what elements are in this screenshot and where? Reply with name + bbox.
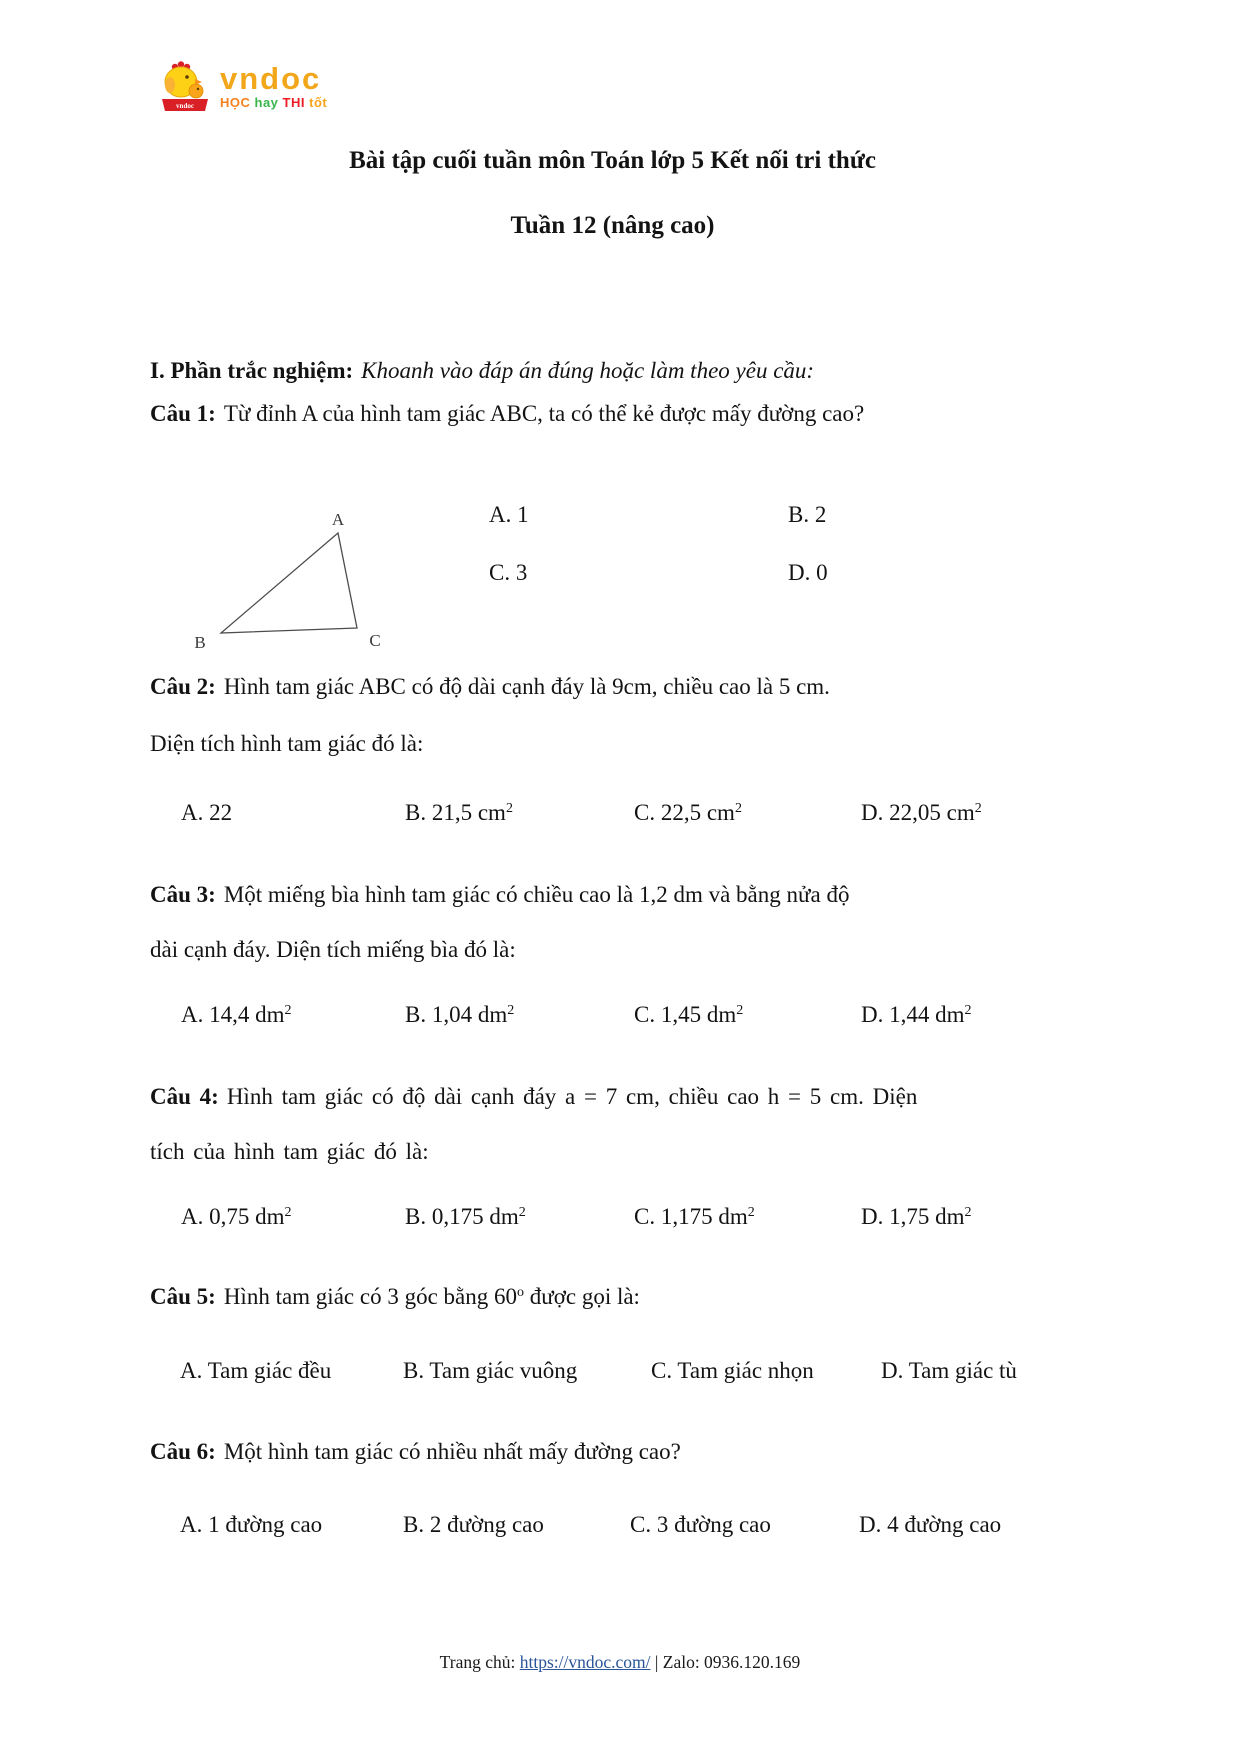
question-4-body-line1: Hình tam giác có độ dài cạnh đáy a = 7 cm, chiều cao h = 5 cm. Diện [226, 1084, 918, 1109]
q4-option-a [181, 1202, 405, 1232]
q3-option-d [861, 1000, 972, 1030]
question-4-text-line1 [150, 1082, 917, 1112]
question-2-body-line1: Hình tam giác ABC có độ dài cạnh đáy là 9cm, chiều cao là 5 cm. [223, 674, 830, 699]
q6-option-a: A. 1 đường cao [180, 1512, 323, 1537]
q3-option-c [634, 1000, 861, 1030]
q3-option-a-text: A. 14,4 dm [181, 1002, 285, 1027]
question-4-label: Câu 4: [150, 1084, 219, 1109]
q2-option-c [634, 798, 861, 828]
q4-option-d-text: D. 1,75 dm [861, 1204, 965, 1229]
vndoc-logo [158, 60, 327, 114]
q1-option-d: D. 0 [788, 560, 828, 585]
q2-option-d [861, 798, 982, 828]
q4-option-b [405, 1202, 634, 1232]
q2-option-b [405, 798, 634, 828]
vertex-a-label: A [331, 510, 345, 529]
q4-option-a-text: A. 0,75 dm [181, 1204, 285, 1229]
q4-option-b-sup: 2 [518, 1205, 526, 1220]
q3-option-a-sup: 2 [284, 1003, 292, 1018]
question-1-label: Câu 1: [150, 401, 216, 426]
q2-option-c-text: C. 22,5 cm [634, 800, 735, 825]
question-2-text-line2: Diện tích hình tam giác đó là: [150, 731, 424, 756]
question-5-degree-sup: o [516, 1285, 524, 1300]
page-title: Bài tập cuối tuần môn Toán lớp 5 Kết nối tri thức [349, 147, 876, 174]
q4-option-d-sup: 2 [964, 1205, 972, 1220]
footer-prefix: Trang chủ: [439, 1652, 520, 1672]
question-2-text-line1 [150, 672, 830, 702]
q6-option-c: C. 3 đường cao [630, 1512, 771, 1537]
question-2-label: Câu 2: [150, 674, 216, 699]
section-1-title: I. Phần trắc nghiệm: [150, 358, 354, 383]
question-3-label: Câu 3: [150, 882, 216, 907]
footer-zalo: | Zalo: 0936.120.169 [650, 1652, 801, 1672]
q3-option-b-text: B. 1,04 dm [405, 1002, 508, 1027]
q2-options-row [150, 798, 982, 828]
q4-option-a-sup: 2 [284, 1205, 292, 1220]
question-3-text-line1 [150, 880, 849, 910]
tagline-hay: hay [254, 95, 279, 110]
vndoc-tagline [220, 95, 327, 110]
question-1-text [150, 399, 864, 429]
q2-option-a-text: A. 22 [181, 800, 233, 825]
q5-option-a: A. Tam giác đều [180, 1358, 332, 1383]
question-6-label: Câu 6: [150, 1439, 216, 1464]
q4-option-d [861, 1202, 972, 1232]
q3-option-b [405, 1000, 634, 1030]
homepage-link[interactable]: https://vndoc.com/ [519, 1652, 651, 1672]
q2-option-b-sup: 2 [505, 801, 513, 816]
q3-option-b-sup: 2 [507, 1003, 515, 1018]
triangle-abc-figure [170, 430, 410, 660]
q3-option-c-sup: 2 [736, 1003, 744, 1018]
q4-option-b-text: B. 0,175 dm [405, 1204, 519, 1229]
question-1-body: Từ đỉnh A của hình tam giác ABC, ta có thể kẻ được mấy đường cao? [223, 401, 865, 426]
vndoc-wordmark: vndoc [220, 61, 322, 96]
q5-options-row [150, 1356, 1017, 1386]
q4-option-c-text: C. 1,175 dm [634, 1204, 748, 1229]
section-1-instruction: Khoanh vào đáp án đúng hoặc làm theo yêu cầu: [361, 358, 815, 383]
mascot-banner-text: vndoc [176, 102, 194, 110]
vertex-b-label: B [194, 633, 206, 652]
q2-option-b-text: B. 21,5 cm [405, 800, 506, 825]
q4-options-row [150, 1202, 972, 1232]
question-5-text [150, 1282, 640, 1312]
vertex-c-label: C [369, 631, 381, 650]
question-5-body-post: được gọi là: [523, 1284, 640, 1309]
q4-option-c-sup: 2 [747, 1205, 755, 1220]
page-subtitle: Tuần 12 (nâng cao) [510, 212, 715, 239]
question-3-text-line2: dài cạnh đáy. Diện tích miếng bìa đó là: [150, 937, 516, 962]
question-6-body: Một hình tam giác có nhiều nhất mấy đường cao? [223, 1439, 681, 1464]
question-3-body-line1: Một miếng bìa hình tam giác có chiều cao là 1,2 dm và bằng nửa độ [223, 882, 850, 907]
tagline-hoc: HỌC [220, 95, 251, 110]
q3-option-d-sup: 2 [964, 1003, 972, 1018]
question-6-text [150, 1437, 681, 1467]
q4-option-c [634, 1202, 861, 1232]
q5-option-d: D. Tam giác tù [881, 1358, 1017, 1383]
q1-option-b: B. 2 [788, 502, 827, 527]
question-5-body-pre: Hình tam giác có 3 góc bằng 60 [223, 1284, 517, 1309]
q2-option-c-sup: 2 [734, 801, 742, 816]
triangle-outline [221, 533, 357, 633]
tagline-tot: tốt [309, 95, 328, 110]
vndoc-logo-text [220, 60, 327, 110]
q1-option-a: A. 1 [489, 502, 529, 527]
section-1-heading [150, 356, 814, 386]
q2-option-d-text: D. 22,05 cm [861, 800, 975, 825]
tagline-thi: THI [282, 95, 305, 110]
q5-option-c: C. Tam giác nhọn [651, 1358, 814, 1383]
question-4-text-line2: tích của hình tam giác đó là: [150, 1139, 429, 1164]
q6-options-row [150, 1510, 1001, 1540]
q2-option-a [181, 798, 405, 828]
q3-option-a [181, 1000, 405, 1030]
vndoc-mascot-icon [158, 60, 212, 114]
page-footer [0, 1652, 1240, 1673]
q3-option-c-text: C. 1,45 dm [634, 1002, 737, 1027]
question-5-label: Câu 5: [150, 1284, 216, 1309]
q6-option-d: D. 4 đường cao [859, 1512, 1002, 1537]
q6-option-b: B. 2 đường cao [403, 1512, 544, 1537]
q1-option-c: C. 3 [489, 560, 528, 585]
q5-option-b: B. Tam giác vuông [403, 1358, 578, 1383]
q3-options-row [150, 1000, 972, 1030]
q3-option-d-text: D. 1,44 dm [861, 1002, 965, 1027]
q2-option-d-sup: 2 [974, 801, 982, 816]
